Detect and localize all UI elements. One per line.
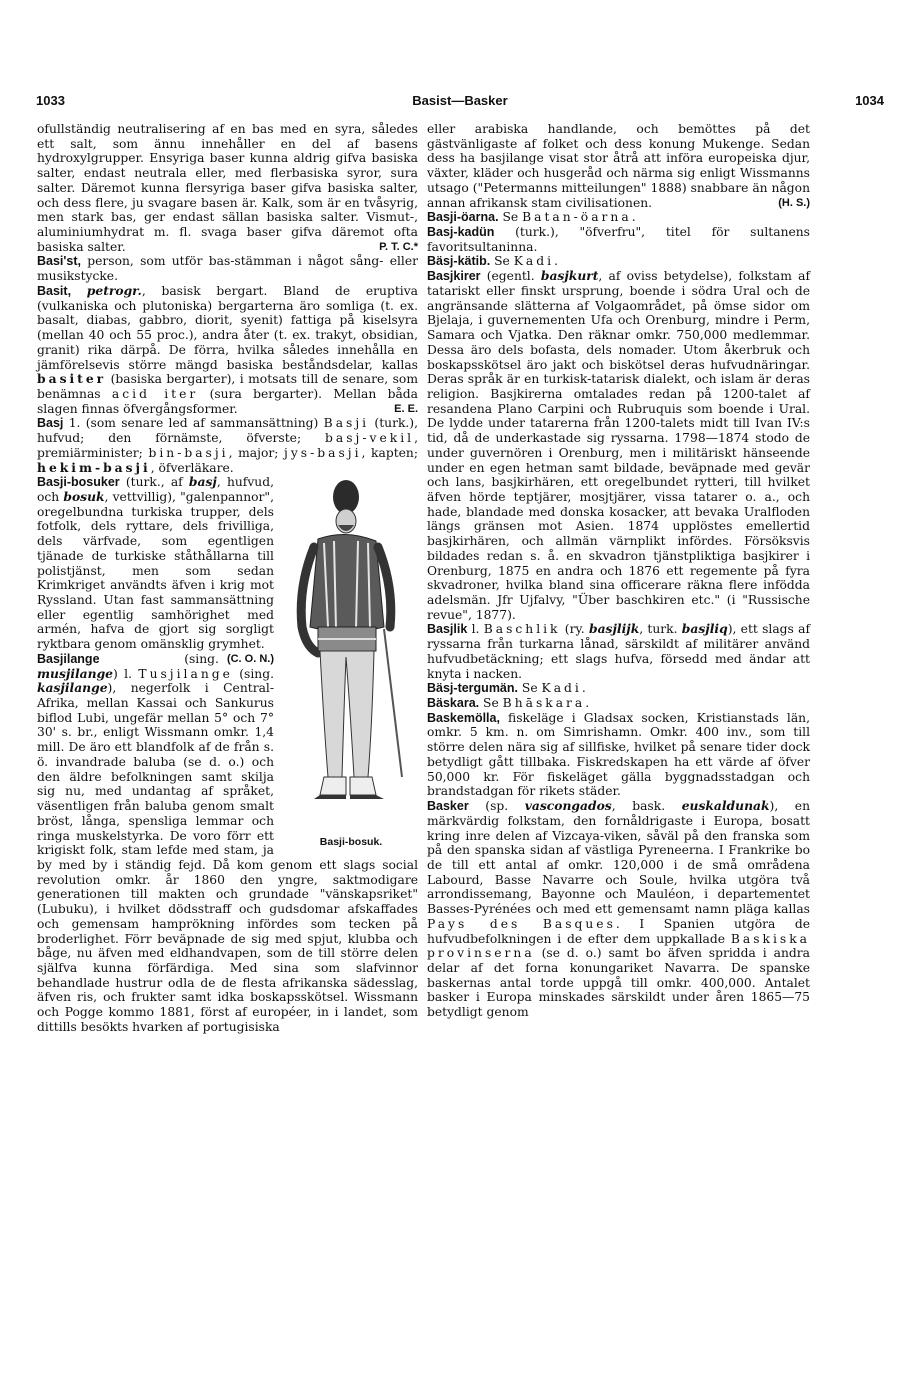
headword: Basit,: [37, 283, 72, 298]
entry-basj: Basj 1. (som senare led af sammansättning) Basji (turk.), hufvud; den förnämste, öfverste; basj-vekil, premiärminister; bin-basji, major; jys-basji, kapten; hekim-basji, öfverläkare.: [37, 416, 419, 475]
left-column: [37, 122, 418, 1035]
basji-bosuk-illustration: [284, 477, 418, 833]
entry-baskemolla: Baskemölla, fiskeläge i Gladsax socken, Kristianstads län, omkr. 5 km. n. om Simrishamn. Omkr. 400 inv., som till större delen nära sig af sillfiske, hvilket på senare tider dock betydligt gått tillbaka. Fiskredskapen ha ett värde af öfver 50,000 kr. För fiskeläget gälla byggnadsstadgan och brandstadgan för rikets städer.: [427, 710, 810, 799]
entry-basj-kadun: Basj-kadün (turk.), "öfverfru", titel för sultanens favoritsultaninna.: [427, 225, 810, 254]
page-number-right: 1034: [855, 93, 884, 108]
headword: Basji-bosuker: [37, 475, 120, 490]
entry-basisk-salt-cont: ofullständig neutralisering af en bas med en syra, således ett salt, som ännu innehåller en del af basens hydroxylgrupper. Ensyriga baser kunna aldrig gifva basiska salter, endast neutrala eller, med flerbasiska syror, sura salter. Däremot kunna flersyriga baser gifva basiska salter, och dess flere, ju svagare basen är. Kalk, som är en tvåsyrig, men stark bas, ger endast sällan basiska salter. Vismut-, aluminiumhydrat m. fl. svaga baser gifva däremot ofta basiska salter. P. T. C.*: [37, 122, 418, 254]
entry-basit: Basit, petrogr., basisk bergart. Bland de eruptiva (vulkaniska och plutoniska) bergarterna äro somliga (t. ex. basalt, diabas, gabbro, diorit, syenit) fattiga på kiselsyra (mellan 40 och 55 proc.), andra åter (t. ex. trakyt, obsidian, granit) rika därpå. De förra, hvilka således innehålla en jämförelsevis större mängd basiska beståndsdelar, kallas basiter (basiska bergarter), i motsats till de senare, som benämnas acid iter (sura bergarter). Mellan båda slagen finnas öfvergångsformer. E. E.: [37, 282, 418, 416]
running-title: Basist—Basker: [412, 93, 508, 108]
headword: Basi'st,: [37, 254, 81, 269]
figure-caption: Basji-bosuk.: [319, 836, 383, 849]
entry-basji-bosuker: Basji-bosuker (turk., af basj, hufvud, och bosuk, vettvillig), "galenpannor", oregelbundna turkiska trupper, dels fotfolk, dels ryttare, dels frivilliga, dels värfvade, som egentligen tjänade de turkiske ståthållarna till polistjänst, men som sedan Krimkriget användts äfven i krig mot Ryssland. Utan fast sammansättning eller egentlig samhörighet med armén, hafva de gjort sig sorgligt ryktbara genom omänsklig grymhet. (C. O. N.): [37, 474, 275, 665]
entry-basj-katib: Bäsj-kätib. Se Kadi.: [427, 254, 558, 269]
headword: Basji-öarna.: [427, 210, 499, 225]
entry-basj-tergumän: Bäsj-tergumän. Se Kadi.: [427, 681, 586, 696]
headword: Bäsj-kätib.: [427, 254, 491, 269]
headword: Basj-kadün: [427, 225, 495, 240]
author-signature: E. E.: [394, 402, 418, 415]
headword: Basjlik: [427, 622, 468, 637]
headword: Basker: [427, 799, 469, 814]
entry-basjlik: Basjlik l. Baschlik (ry. basjlijk, turk. basjliq), ett slags af ryssarna från turkarna lånad, särskildt af militärer använd hufvudbetäckning; ett slags hufva, försedd med ändar att knyta i nacken.: [427, 621, 811, 681]
entry-basjilange-cont: eller arabiska handlande, och bemöttes på det gästvänligaste af folket och dess konung Mukenge. Sedan dess ha basjilange visat stor åtrå att införa europeiska djur, växter, kläder och husgeråd och närma sig enligt Wissmanns utsago ("Petermanns mitteilungen" 1888) snabbare än någon annan afrikansk stam civilisationen. (H. S.): [427, 122, 810, 210]
headword: Baskemölla,: [427, 710, 500, 725]
entry-basjilange: Basjilange (sing. musjilange) l. Tusjilange (sing. kasjilange), negerfolk i Central-Afrika, mellan Kassai och Sankurus biflod Lubi, ungefär mellan 5° och 7° 30' s. br., enligt Wissmann omkr. 1,4 mill. De äro ett blandfolk af de från s. ö. invandrade baluba (se d. o.) och den äldre befolkningen samt skilja sig nu, med undantag af språket, väsentligen från baluba genom smalt bröst, långa, spensliga lemmar och ringa muskelstyrka. De voro förr ett krigiskt folk, stam lefde med stam, ja by med by i ständig fejd. Då kom genom ett slags social revolution omkr. år 1860 den yngre, saktmodigare generationen till makten och grundade "vänskapsriket" (Lubuku), i hvilket dödsstraff och gudsdomar afskaffades och gemensam hamprökning infördes som tecken på broderlighet. Förr beväpnade de sig med spjut, klubba och båge, nu äfven med eldhandvapen, som de till större delen själfva kunna förfärdiga. Med sina som slafvinnor behandlade hustrur odla de de flesta afrikanska sädesslag, äfven ris, och frukter samt idka boskapsskötsel. Wissmann och Pogge kommo 1881, först af européer, in i landet, som dittills besökts hvarken af portugisiska: [37, 651, 418, 1034]
author-signature: (H. S.): [778, 196, 810, 209]
author-signature: (C. O. N.): [226, 652, 274, 665]
figure-basji-bosuk: [284, 477, 418, 853]
page-number-left: 1033: [36, 93, 65, 108]
headword: Basjilange: [37, 651, 100, 666]
headword: Basjkirer: [427, 269, 481, 284]
headword: Bäskara.: [427, 696, 480, 711]
right-column: [427, 122, 810, 1020]
author-signature: P. T. C.*: [379, 240, 418, 253]
entry-basjkirer: Basjkirer (egentl. basjkurt, af oviss betydelse), folkstam af tatariskt eller finskt ursprung, boende i södra Ural och de angränsande slätterna af Volgaområdet, på ömse sidor om Bjelaja, i guvernementen Ufa och Orenburg, mindre i Perm, Samara och Vjatka. Den räknar omkr. 750,000 medlemmar. Dessa äro dels bofasta, dels nomader. Utom åkerbruk och boskapsskötsel äro jakt och biskötsel deras hufvudnäringar. Deras språk är en turkisk-tatarisk dialekt, och islam är deras religion. Basjkirerna omtalades redan på 1200-talet af resandena Plano Carpini och Rubruquis som boende i Ural. De lydde under tatarerna från 1200-talets midt till Ivan IV:s tid, då de underkastade sig ryssarna. 1798—1874 stodo de under guvernören i Orenburg, men i militäriskt hänseende under en egen hetman samt bildade, beväpnade med gevär och lans, basjkirhären, ett oregelbundet rytteri, till hvilket äfven hörde teptjärer, mosjtjärer, vissa tatarer o. a., och hade, blandade med donska kosacker, att bevaka Uralfloden längs gränsen mot Asien. 1874 upplöstes emellertid basjkirhären, och allmän värnplikt infördes. Försöksvis bildades redan s. å. en skvadron tjänstpliktiga basjkirer i Orenburg, 1875 en andra och 1876 ett regemente på fyra skvadroner, hvilka bland sina officerare räkna flere infödda adelsmän. Jfr Ujfalvy, "Über baschkiren etc." (i "Russische revue", 1877).: [427, 268, 811, 622]
entry-basist: Basi'st, person, som utför bas-stämman i något sång- eller musikstycke.: [37, 254, 418, 284]
page-header: [36, 93, 884, 113]
entry-basker: Basker (sp. vascongados, bask. euskaldunak), en märkvärdig folkstam, den fornåldrigaste i Europa, bosatt kring inre delen af Vizcaya-viken, såväl på den franska som på den spanska sidan af västliga Pyreneerna. I Frankrike bo de till ett antal af omkr. 120,000 i de små områdena Labourd, Basse Navarre och Soule, hvilka utgöra två arrondissemang, Bayonne och Mauléon, i departementet Basses-Pyrénées och med ett gemensamt namn pläga kallas Pays des Basques. I Spanien utgöra de hufvudbefolkningen i de efter dem uppkallade Baskiska provinserna (se d. o.) samt bo äfven spridda i andra delar af det forna konungariket Navarra. De spanske baskernas antal torde uppgå till omkr. 400,000. Antalet basker i Europa minskades särskildt under åren 1865—75 betydligt genom: [427, 798, 810, 1020]
entry-baskara: Bäskara. Se Bhāskara.: [427, 696, 590, 711]
entry-basji-oarna: Basji-öarna. Se Batan-öarna.: [427, 210, 636, 225]
headword: Bäsj-tergumän.: [427, 681, 518, 696]
headword: Basj: [37, 416, 64, 431]
